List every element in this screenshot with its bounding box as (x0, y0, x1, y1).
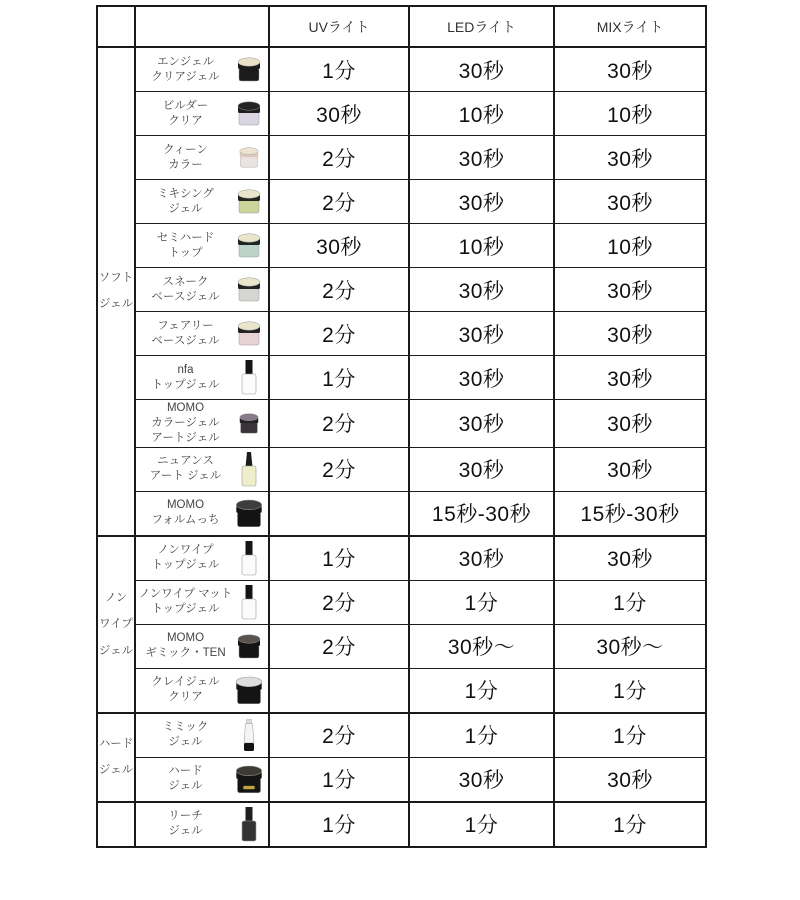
led-time-cell: 30秒 (409, 536, 554, 581)
product-name: MOMO フォルムっち (151, 499, 220, 527)
product-cell (135, 536, 269, 581)
mix-time-cell: 10秒 (554, 92, 706, 136)
category-cell (97, 713, 135, 802)
table-row (97, 400, 706, 448)
product-cell-content (136, 537, 268, 580)
product-cell (135, 447, 269, 491)
product-cell (135, 624, 269, 668)
table-row (97, 136, 706, 180)
led-time-cell: 1分 (409, 713, 554, 758)
mix-time-cell: 30秒～ (554, 624, 706, 668)
product-cell (135, 224, 269, 268)
table-row (97, 268, 706, 312)
led-time-cell: 30秒 (409, 47, 554, 92)
product-cell-content (136, 400, 268, 447)
led-time-cell: 30秒 (409, 312, 554, 356)
product-name: セミハード トップ (156, 231, 215, 259)
product-name: クィーン カラー (163, 143, 208, 171)
product-cell (135, 757, 269, 802)
product-cell (135, 268, 269, 312)
led-time-cell: 10秒 (409, 92, 554, 136)
product-name: MOMO ギミック・TEN (145, 632, 226, 660)
category-label: ソフト (98, 271, 134, 284)
product-name: エンジェル クリアジェル (151, 55, 220, 83)
category-cell (97, 802, 135, 847)
product-name: スネーク ベースジェル (151, 275, 220, 303)
product-cell (135, 312, 269, 356)
product-cell (135, 802, 269, 847)
mix-time-cell: 1分 (554, 802, 706, 847)
mix-time-cell: 30秒 (554, 47, 706, 92)
mix-time-cell: 30秒 (554, 136, 706, 180)
table-row (97, 224, 706, 268)
product-cell-content (136, 224, 268, 267)
product-cell-content (136, 268, 268, 311)
mix-time-cell: 1分 (554, 713, 706, 758)
gel-jar-icon (233, 233, 265, 258)
product-cell (135, 47, 269, 92)
product-cell-content (136, 714, 268, 757)
led-time-cell: 1分 (409, 668, 554, 713)
uv-time-cell: 2分 (269, 180, 409, 224)
table-row (97, 713, 706, 758)
table-row (97, 802, 706, 847)
product-cell (135, 491, 269, 536)
table-row (97, 312, 706, 356)
product-name: ニュアンス アート ジェル (149, 455, 222, 483)
gel-jar-icon (233, 189, 265, 214)
gel-bottle-icon (233, 452, 265, 487)
gel-jar-icon (233, 676, 265, 705)
mix-time-cell: 30秒 (554, 447, 706, 491)
mix-time-cell: 30秒 (554, 356, 706, 400)
table-row (97, 536, 706, 581)
uv-time-cell: 1分 (269, 757, 409, 802)
uv-time-cell: 2分 (269, 312, 409, 356)
gel-jar-icon (233, 101, 265, 126)
gel-bottle-icon (233, 807, 265, 842)
mix-time-cell: 30秒 (554, 268, 706, 312)
product-name: ビルダー クリア (162, 99, 209, 127)
mix-time-cell: 30秒 (554, 180, 706, 224)
mix-time-cell: 15秒-30秒 (554, 491, 706, 536)
product-cell-content (136, 803, 268, 846)
product-name: ミミック ジェル (162, 721, 209, 749)
gel-jar-icon (233, 277, 265, 302)
gel-jar-icon (233, 147, 265, 168)
table-row (97, 47, 706, 92)
led-time-cell: 30秒 (409, 180, 554, 224)
category-cell (97, 47, 135, 536)
product-name: ノンワイプ トップジェル (151, 544, 220, 572)
table-header (97, 6, 706, 47)
uv-time-cell: 1分 (269, 356, 409, 400)
product-cell-content (136, 758, 268, 801)
mix-time-cell: 30秒 (554, 400, 706, 448)
category-label: ワイプ (99, 618, 133, 631)
gel-bottle-icon (233, 541, 265, 576)
product-cell-content (136, 492, 268, 535)
header-row (97, 6, 706, 47)
led-time-cell: 30秒 (409, 356, 554, 400)
product-cell-content (136, 136, 268, 179)
table-row (97, 447, 706, 491)
category-label: ジェル (98, 298, 134, 311)
product-cell (135, 713, 269, 758)
uv-time-cell: 2分 (269, 580, 409, 624)
product-cell-content (136, 448, 268, 491)
product-name: nfa トップジェル (151, 363, 220, 391)
product-name: ハード ジェル (168, 765, 203, 793)
table-row (97, 92, 706, 136)
gel-jar-icon (233, 634, 265, 659)
uv-time-cell: 1分 (269, 47, 409, 92)
product-cell (135, 136, 269, 180)
led-time-cell: 30秒～ (409, 624, 554, 668)
uv-time-cell: 2分 (269, 136, 409, 180)
uv-time-cell (269, 668, 409, 713)
mix-time-cell: 1分 (554, 580, 706, 624)
table-row (97, 491, 706, 536)
mix-time-cell: 30秒 (554, 757, 706, 802)
gel-jar-icon (233, 499, 265, 528)
category-cell (97, 536, 135, 713)
product-cell (135, 400, 269, 448)
gel-bottle-icon (233, 585, 265, 620)
header-product-cell (135, 6, 269, 47)
gel-jar-icon (233, 765, 265, 794)
uv-time-cell: 1分 (269, 802, 409, 847)
mix-time-cell: 30秒 (554, 312, 706, 356)
uv-time-cell: 2分 (269, 713, 409, 758)
product-cell (135, 92, 269, 136)
category-label: ノン (104, 591, 128, 604)
product-cell-content (136, 669, 268, 712)
table-row (97, 668, 706, 713)
table-row (97, 624, 706, 668)
product-name: フェアリー ベースジェル (151, 319, 220, 347)
product-cell-content (136, 312, 268, 355)
table-row (97, 580, 706, 624)
led-time-cell: 15秒-30秒 (409, 491, 554, 536)
product-cell-content (136, 625, 268, 668)
header-category-cell (97, 6, 135, 47)
led-time-cell: 30秒 (409, 757, 554, 802)
product-cell (135, 356, 269, 400)
product-cell-content (136, 581, 268, 624)
led-time-cell: 10秒 (409, 224, 554, 268)
product-cell (135, 580, 269, 624)
product-name: クレイジェル クリア (151, 676, 220, 704)
product-name: リーチ ジェル (168, 810, 203, 838)
product-cell-content (136, 92, 268, 135)
gel-jar-icon (233, 321, 265, 346)
mix-time-cell: 1分 (554, 668, 706, 713)
uv-time-cell: 1分 (269, 536, 409, 581)
led-time-cell: 30秒 (409, 447, 554, 491)
led-time-cell: 1分 (409, 802, 554, 847)
table-row (97, 356, 706, 400)
uv-time-cell: 2分 (269, 400, 409, 448)
uv-time-cell: 30秒 (269, 224, 409, 268)
table-row (97, 180, 706, 224)
mix-time-cell: 10秒 (554, 224, 706, 268)
uv-time-cell: 2分 (269, 268, 409, 312)
gel-tube-icon (233, 719, 265, 752)
product-name: MOMO カラージェル アートジェル (151, 402, 220, 444)
product-cell-content (136, 356, 268, 399)
header-mix-light: MIXライト (554, 6, 706, 47)
uv-time-cell (269, 491, 409, 536)
table-body (97, 47, 706, 847)
led-time-cell: 30秒 (409, 136, 554, 180)
uv-time-cell: 2分 (269, 447, 409, 491)
led-time-cell: 1分 (409, 580, 554, 624)
category-label: ジェル (98, 764, 134, 777)
product-cell (135, 180, 269, 224)
gel-bottle-icon (233, 360, 265, 395)
gel-jar-icon (233, 413, 265, 434)
category-label: ハード (98, 737, 134, 750)
uv-time-cell: 30秒 (269, 92, 409, 136)
header-uv-light: UVライト (269, 6, 409, 47)
header-led-light: LEDライト (409, 6, 554, 47)
product-cell-content (136, 180, 268, 223)
product-name: ノンワイプ マット トップジェル (138, 588, 233, 616)
curing-time-table (96, 5, 707, 848)
product-cell (135, 668, 269, 713)
category-label: ジェル (98, 644, 134, 657)
mix-time-cell: 30秒 (554, 536, 706, 581)
product-name: ミキシング ジェル (157, 187, 214, 215)
led-time-cell: 30秒 (409, 268, 554, 312)
table-row (97, 757, 706, 802)
gel-jar-icon (233, 57, 265, 82)
uv-time-cell: 2分 (269, 624, 409, 668)
product-cell-content (136, 48, 268, 91)
led-time-cell: 30秒 (409, 400, 554, 448)
